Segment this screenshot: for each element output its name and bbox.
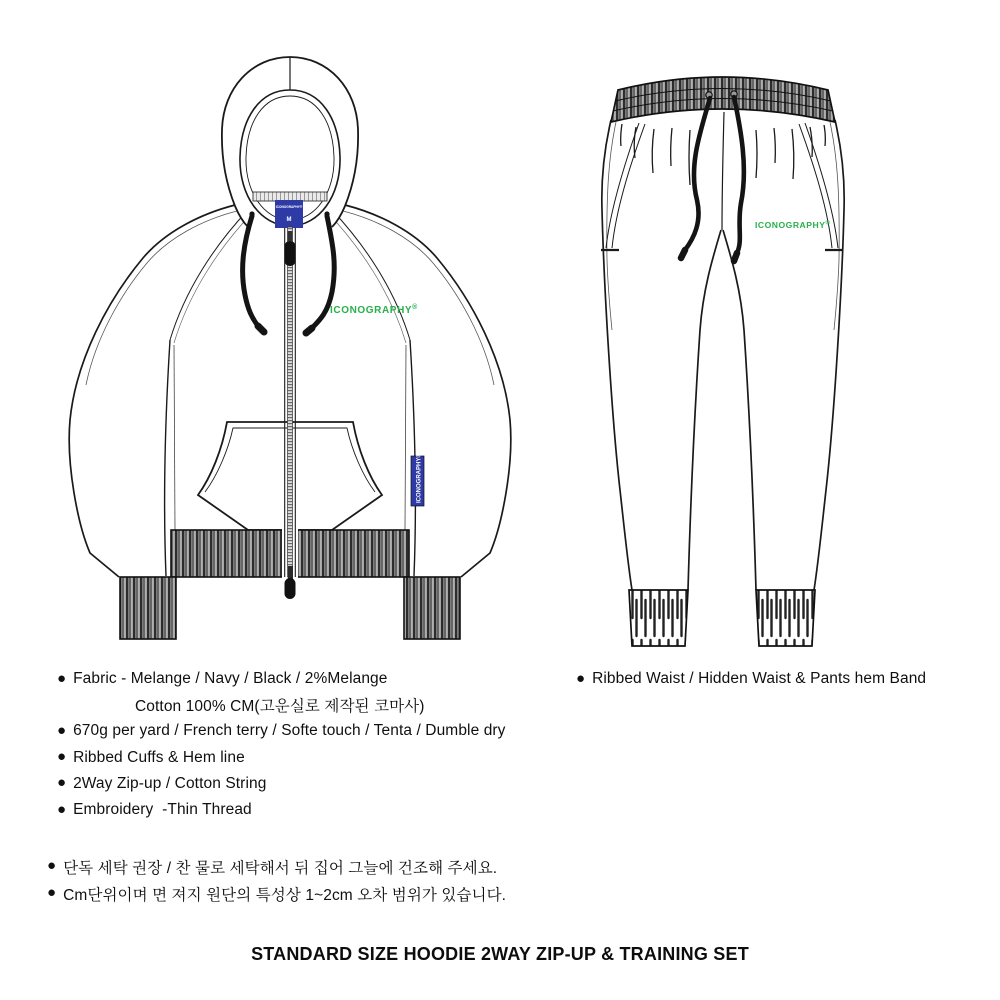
care-note-wash (47, 853, 506, 880)
neck-label-brand-text: ICONOGRAPHY® (275, 205, 303, 209)
spec-text: Cotton 100% CM(고운실로 제작된 코마사) (135, 698, 425, 716)
pants-outline (602, 120, 844, 590)
bullet-icon: ● (57, 800, 67, 818)
spec-item-weight (57, 718, 527, 744)
spec-item-fabric (57, 666, 527, 692)
spec-text: Cm단위이며 면 져지 원단의 특성상 1~2cm 오차 범위가 있습니다. (63, 886, 507, 904)
hoodie-side-tag (411, 453, 424, 506)
zipper-bottom-pull (285, 578, 296, 599)
hoodie-spec-list (57, 666, 527, 823)
hoodie-right-cuff (404, 577, 460, 639)
care-notes (47, 853, 506, 907)
bullet-icon: ● (57, 669, 67, 687)
spec-item-zip (57, 771, 527, 797)
bullet-icon: ● (57, 721, 67, 739)
spec-text: Fabric - Melange / Navy / Black / 2%Melange (73, 670, 388, 688)
hoodie-left-cuff (120, 577, 176, 639)
pants-center-seam (722, 112, 724, 230)
waist-drawstrings (681, 97, 744, 261)
neck-label-size-text: M (286, 217, 292, 223)
spec-text: 670g per yard / French terry / Softe touch / Tenta / Dumble dry (73, 722, 506, 740)
spec-text: 단독 세탁 권장 / 찬 물로 세탁해서 뒤 집어 그늘에 건조해 주세요. (63, 859, 498, 877)
hoodie-neck-label (275, 200, 303, 228)
spec-text: Ribbed Cuffs & Hem line (73, 748, 245, 766)
bullet-icon: ● (47, 884, 57, 901)
care-note-size (47, 880, 506, 907)
pants-waistband (611, 77, 835, 122)
zipper-slider (288, 231, 293, 241)
spec-text: Ribbed Waist / Hidden Waist & Pants hem Band (592, 670, 927, 688)
page-title: STANDARD SIZE HOODIE 2WAY ZIP-UP & TRAINING SET (251, 944, 749, 964)
pants-technical-drawing (575, 40, 885, 660)
spec-item-ribbed (57, 745, 527, 771)
spec-item-fabric-line2 (57, 692, 527, 718)
hoodie-technical-drawing (55, 45, 520, 650)
pants-ankle-cuffs (629, 590, 815, 646)
hoodie-collar-strip (253, 192, 327, 201)
bullet-icon: ● (576, 669, 586, 687)
bullet-icon: ● (47, 857, 57, 874)
pants-leg-logo: ICONOGRAPHY® (755, 220, 831, 230)
spec-text: Embroidery -Thin Thread (73, 801, 252, 819)
bullet-icon: ● (57, 774, 67, 792)
spec-item-embroidery (57, 797, 527, 823)
spec-item-waist (576, 666, 986, 692)
spec-text: 2Way Zip-up / Cotton String (73, 774, 267, 792)
pants-spec-list (576, 666, 986, 692)
bullet-icon: ● (57, 748, 67, 766)
hoodie-chest-logo: ICONOGRAPHY® (330, 304, 418, 316)
side-tag-text: ICONOGRAPHY® (416, 453, 423, 503)
